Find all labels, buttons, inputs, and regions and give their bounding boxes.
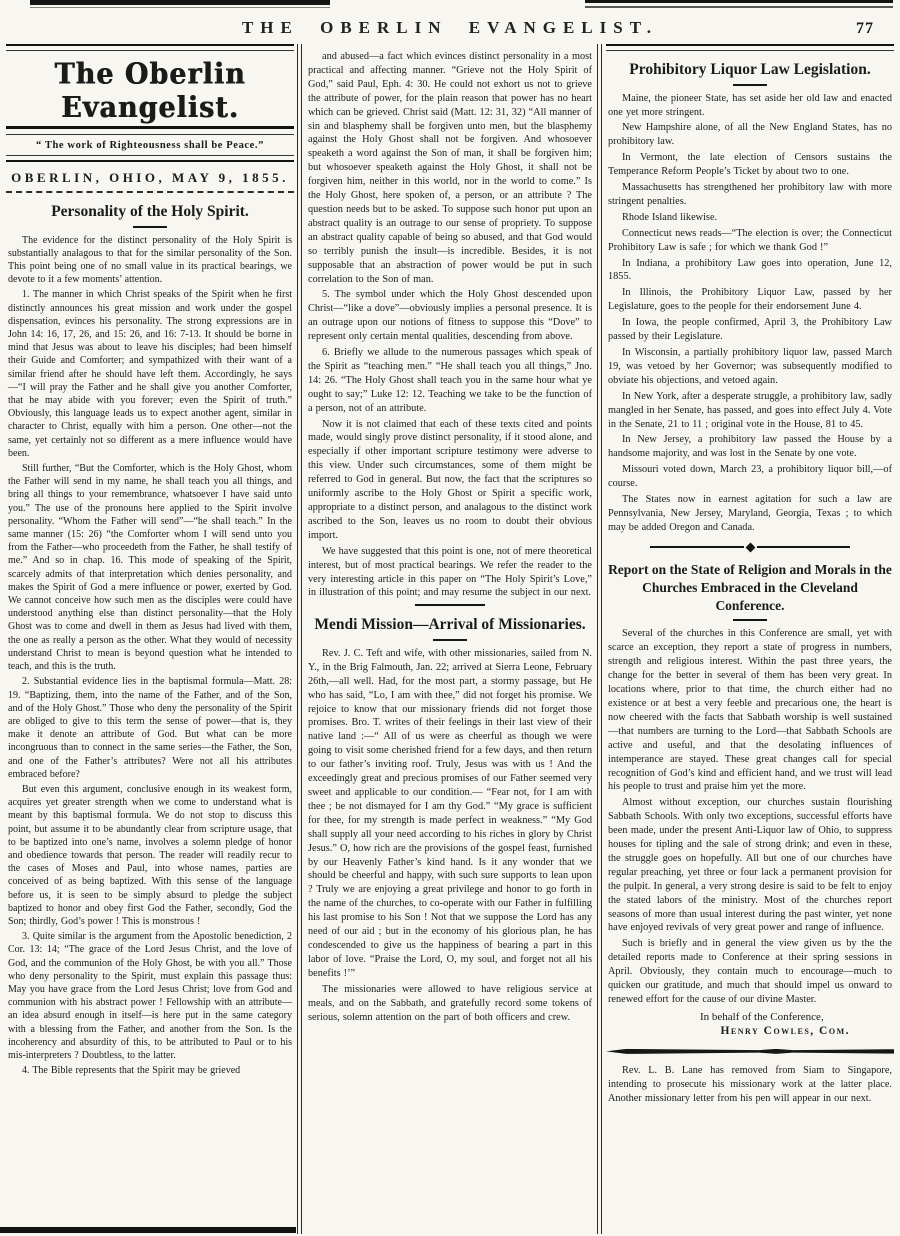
column-left xyxy=(6,44,294,1230)
top-rule-right-thin xyxy=(585,6,893,8)
paragraph: In Indiana, a prohibitory Law goes into operation, June 12, 1855. xyxy=(608,257,892,283)
paragraph: Massachusetts has strengthened her prohibitory law with more stringent penalties. xyxy=(608,182,892,207)
paragraph: The States now in earnest agitation for such a law are Pennsylvania, New Jersey, Maryland, Georgia, Texas ; to which may be added Oregon and Canada. xyxy=(608,494,892,533)
paragraph: But even this argument, conclusive enough in its weakest form, acquires yet greater strength when we come to understand what is meant by this baptismal formula. We do not stop to discuss this point, but assume it to be abundantly clear from scripture usage, that to be baptized into one’s name, involves a solemn pledge of honor and obedience towards that person. The reader will readily recur to the cases of Moses and Paul, into whose names, parties are conceived of as being baptized. With this sense of the language before us, it is seen to be simply absurd to pledge the subject baptized to honor and obey first God the Father, secondly, God the Son; thirdly, God’s power ! This is monstrous ! xyxy=(8,783,292,927)
paragraph: In Illinois, the Prohibitory Liquor Law, passed by her Legislature, goes to the people for their endorsement June 4. xyxy=(608,287,892,313)
paragraph: Connecticut news reads—“The election is over; the Connecticut Prohibitory Law is safe ; for which we thank God !” xyxy=(608,227,892,253)
headline-divider xyxy=(733,619,767,621)
paragraph: Missouri voted down, March 23, a prohibitory liquor bill,—of course. xyxy=(608,464,892,490)
bottom-rule-left xyxy=(0,1227,296,1233)
motto-rule xyxy=(6,155,294,162)
headline-divider xyxy=(433,639,467,641)
paragraph: Several of the churches in this Conference are small, yet with scarce an exception, they report a state of progress in numbers, strength and religious interest. Within the past three years, the change for the better in several of them has been very great. In locations where, prior to that time, the church either had no existence or at best a very feeble and precarious one, the heart is now cheered with the facts that Sabbath worship is well sustained—that numbers are turning to the Lord—that Sabbath Schools are active and useful, and that the desolating influences of intemperance are stayed. These great changes call for special recognition of God’s kind and efficient hand, and we trust will lead his people to trust and praise him yet the more. xyxy=(608,628,892,793)
paragraph: 1. The manner in which Christ speaks of the Spirit when he first distinctly announces his great mission and work under the gospel dispensation, evinces his personality. The strong expressions are in John 14: 16, 17, 26, and 15: 26, and 16: 7-13. It should be borne in mind that Jesus was about to leave his disciples; had been himself their Guide and Comforter; and sympathized with their want of a similar friend after he should have left them. Accordingly, he says—“I will pray the Father and he shall give you another Comforter, that he may abide with you forever; even the Spirit of truth.” Obviously, this language leads us to expect another agent, similar in character to Christ, equally with him a person. One other—not the same, yet certainly not so different as a mere influence would have been. xyxy=(8,289,292,459)
column-rule-right xyxy=(597,44,602,1234)
dateline: OBERLIN, OHIO, MAY 9, 1855. xyxy=(11,170,289,185)
paragraph: In New York, after a desperate struggle, a prohibitory law, sadly mangled in her Senate, has passed, and goes into effect July 4. Vote in the Senate, 21 to 11 ; original vote in the House, 81 to 45. xyxy=(608,390,892,430)
running-head-title: THE OBERLIN EVANGELIST. xyxy=(241,18,659,37)
masthead-rule xyxy=(6,126,294,135)
headline-divider xyxy=(133,226,167,228)
paragraph: Almost without exception, our churches sustain flourishing Sabbath Schools. With only two exceptions, successful efforts have been made, under the present Anti-Liquor law of Ohio, to suppress houses for tipling and the sale of strong drink; and even in these, the struggle goes on hopefully. All but one of our churches have regular preaching, yet three or four lack a permanent provision for the pulpit. In general, a very strong desire is said to be felt to enjoy the stated labors of the ministry. Most of the churches report seasons of more than usual interest during the past winter, yet none have enjoyed revivals of very great power and range of influence. xyxy=(608,797,892,934)
paragraph: Now it is not claimed that each of these texts cited and points made, would singly prove distinct personality, if it stood alone, and especially if other important scripture testimony were adverse to this view. Under such circumstances, some of them might be referred to God in general. But now, the fact that the scriptures so uniformly ascribe to the Holy Ghost or Spirit a specific work, appropriate to a distinct person, and analagous to the distinct work ascribed to the Son, leaves us no room to doubt their obvious import. xyxy=(308,418,592,541)
divider-ornament-long xyxy=(606,1049,894,1054)
header-rule xyxy=(6,44,294,51)
paragraph: The missionaries were allowed to have religious service at meals, and on the Sabbath, and gratefully record some tokens of serious, solemn attention on the part of both officers and crew. xyxy=(308,983,592,1023)
paragraph: Still further, “But the Comforter, which is the Holy Ghost, whom the Father will send in my name, he shall teach you all things, and bring all things to your remembrance, whatsoever I have said unto you.” The use of the pronouns here applied to the Spirit involve personality. “Whom the Father will send”—“he shall teach.” In the same manner (15: 26) “the Comforter whom I will send unto you from the Father—who proceedeth from the Father, he shall testify of me.” And so in chap. 16. This mode of speaking of the Spirit, scarcely admits of that interpretation which denies personality, and makes the Spirit of God a mere influence or power, exerted by God. We cannot conceive how such men as the disciples were could have understood anything else than distinct personality—that the Holy Ghost was to come and dwell in them as Jesus had lived with them, the one as really a person as the other. What they would of necessity understand Christ to mean is beyond question what he intended to teach, and this is the truth. xyxy=(8,463,292,673)
column-rule-left xyxy=(297,44,302,1234)
paragraph: We have suggested that this point is one, not of mere theoretical interest, but of most practical bearings. We refer the reader to the very interesting article in this paper on “The Holy Spirit’s Love,” in illustration of this point; and may resume the subject in our next. xyxy=(308,545,592,599)
paragraph: In Iowa, the people confirmed, April 3, the Prohibitory Law passed by their Legislature. xyxy=(608,317,892,343)
top-rule-left xyxy=(30,0,330,5)
article-headline: Personality of the Holy Spirit. xyxy=(51,203,249,220)
column-right xyxy=(606,44,894,1230)
paragraph: In Vermont, the late election of Censors sustains the Temperance Reform People’s Ticket by about two to one. xyxy=(608,152,892,178)
page-number: 77 xyxy=(856,20,874,37)
article-headline: Prohibitory Liquor Law Legislation. xyxy=(629,61,871,78)
signature-intro: In behalf of the Conference, xyxy=(700,1010,824,1023)
headline-divider xyxy=(733,84,767,86)
paragraph: In Wisconsin, a partially prohibitory liquor law, passed March 19, was vetoed by her Governor; was subsequently modified to obviate his objections, and vetoed again. xyxy=(608,347,892,386)
paragraph: 2. Substantial evidence lies in the baptismal formula—Matt. 28: 19. “Baptizing, them, into the name of the Father, and of the Son, and of the Holy Ghost.” Those who deny the personality of the Spirit are obliged to give to this term the sense of power—that is, they make it denote an attribute of God. But what can be more incongruous than to connect in the same series—the Father, the Son, and one of the Father’s attributes? Were not all his attributes embraced before? xyxy=(8,676,292,780)
paragraph: 6. Briefly we allude to the numerous passages which speak of the Spirit as “teaching men.” “He shall teach you all things,” Jno. 14: 26. “The Holy Ghost shall teach you in the same hour what ye ought to say;” Luke 12: 12. Teaching we take to be the function of a person, not of an attribute. xyxy=(308,347,592,414)
top-rule-right xyxy=(585,0,893,3)
divider-ornament xyxy=(650,544,850,551)
section-divider xyxy=(415,604,485,606)
masthead-title: The Oberlin Evangelist. xyxy=(54,57,246,125)
top-rule-left-thin xyxy=(30,7,330,8)
paragraph: New Hampshire alone, of all the New England States, has no prohibitory law. xyxy=(608,122,892,148)
column-middle xyxy=(306,50,594,1230)
paragraph: 5. The symbol under which the Holy Ghost descended upon Christ—“like a dove”—obviously implies a personal presence. It is an outrage upon our notions of fitness to suppose this “Dove” to represent only certain mental qualities, descending from above. xyxy=(308,289,592,343)
paragraph: and abused—a fact which evinces distinct personality in a most practical and affecting manner. “Grieve not the Holy Spirit of God,” said Paul, Eph. 4: 30. He could not exhort us not to grieve the attribute of power, for the plain reason that power has no heart which can be grieved. Christ said (Matt. 12: 31, 32) “All manner of sin and blasphemy shall be forgiven unto men, but the blasphemy against the Holy Ghost shall not be forgiven. And whosoever speaketh a word against the Son of man, it shall be forgiven him; but whosoever speaketh against the Holy Ghost, it shall not be forgiven him, neither in this world, nor in the world to come.” Is the Holy Ghost, here spoken of, a person, or an attribute ? The question needs but to be asked. To suppose such honor put upon an abstract quality is an outrage to our sense of propriety. To suppose an abstract quality capable of being so abused, and that God would so terribly punish the insult—is incredible. Besides, it is not supposable that an abstraction of power would be put in such correlation to the Son of man. xyxy=(308,51,592,285)
signature-name: Henry Cowles, Com. xyxy=(720,1024,850,1037)
paragraph: 4. The Bible represents that the Spirit may be grieved xyxy=(22,1065,241,1077)
dateline-rule xyxy=(6,191,294,193)
paragraph: Such is briefly and in general the view given us by the the detailed reports made to Conference at their spring sessions in April. Obviously, they contain much to encourage—much to quicken our gratitude, and much that should impel us onward to renewed effort for the cause of our divine Master. xyxy=(608,938,892,1005)
header-rule xyxy=(606,44,894,51)
paragraph: Rev. J. C. Teft and wife, with other missionaries, sailed from N. Y., in the Brig Falmouth, Jan. 22; arrived at Sierra Leone, February 26th,—all well. Had, for the most part, a stormy passage, but He who has said, “Lo, I am with thee,” did not forget his promise. We rejoice to know that our missionary friends did not forget those promises. Bro. T. writes of their feelings in their last view of their native land :—“ All of us were as cheerful as though we were going to visit some cherished friend for a few days, and then return to our father’s inviting roof. Truly, Jesus was with us ! And the exceedingly great and precious promises of our Father seemed very sweet and applicable to our condition.— “Fear not, for I am with thee ; be not dismayed for I am thy God.” “My grace is sufficient for thee, for my strength is made perfect in weakness.” “My God shall supply all your need according to his riches in glory by Christ Jesus.” O, how rich are the provisions of the gospel feast, furnished by our Heavenly Father’s kind hand. Is it any wonder that we should be cheerful and happy, with such sure supports to lean upon ? Truly we are enjoying a great privilege and honor to go forth in the name of the churches, to co-operate with our Father in fulfilling his last promise to his Son ! Not that we suppose the Lord has any need of our aid ; but in the economy of his glorious plan, he has condescended to give us the happiness of bearing a part in this labor of love. “Praise the Lord, O, my soul, and forget not all his benefits !’” xyxy=(308,647,592,979)
paragraph: Maine, the pioneer State, has set aside her old law and enacted one yet more stringent. xyxy=(608,92,892,118)
paragraph: 3. Quite similar is the argument from the Apostolic benediction, 2 Cor. 13: 14; “The grace of the Lord Jesus Christ, and the love of God, and the communion of the Holy Ghost, be with you all.” Those who deny personality to the Spirit, must explain this passage thus: May you have grace from the Lord Jesus Christ; love from God and communion with his abstract power ! Fellowship with an attribute—an idea absurd enough in itself—is here put in the same category with a blessing from the Father, and another from the Son. Is the incoherency and absurdity of this, to be attributed to Paul or to his mis-interpreters ? Doubtless, to the latter. xyxy=(8,931,292,1061)
article-headline: Report on the State of Religion and Morals in the Churches Embraced in the Cleveland Conference. xyxy=(608,561,892,614)
article-headline: Mendi Mission—Arrival of Missionaries. xyxy=(314,616,586,634)
paragraph: The evidence for the distinct personality of the Holy Spirit is substantially analagous to that for the similar personality of the Son. This point being one of no small value in its practical bearings, we devote to it a few moments’ attention. xyxy=(8,234,292,286)
paragraph: Rhode Island likewise. xyxy=(622,211,718,223)
masthead-motto: “ The work of Righteousness shall be Peace.” xyxy=(35,140,265,151)
paragraph: In New Jersey, a prohibitory law passed the House by a handsome majority, and was lost in the Senate by one vote. xyxy=(608,434,892,460)
paragraph: Rev. L. B. Lane has removed from Siam to Singapore, intending to prosecute his missionary work at the latter place. Another missionary letter from his pen will appear in our next. xyxy=(608,1064,892,1104)
